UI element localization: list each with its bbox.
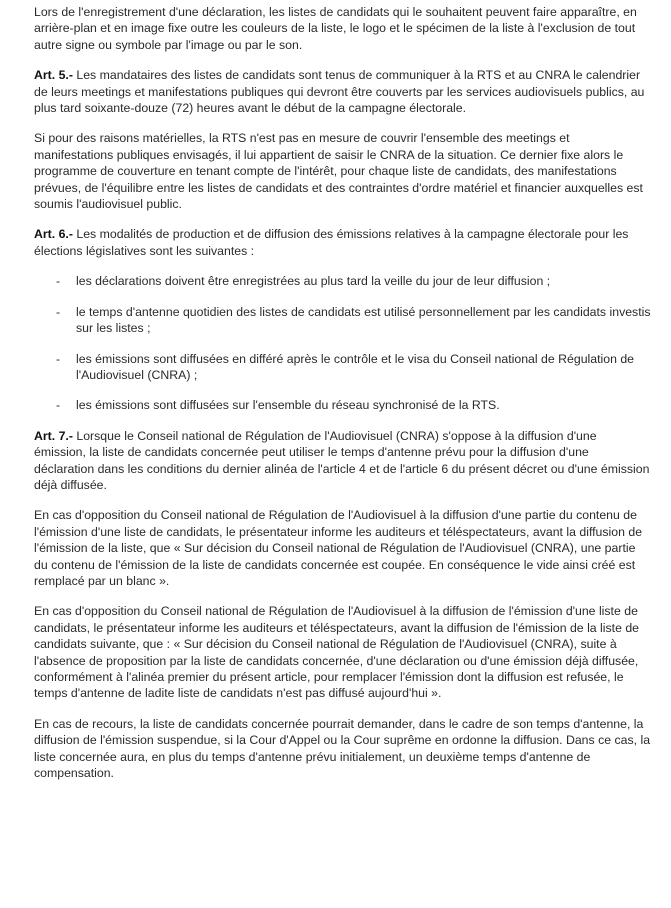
article-6-paragraph	[34, 226, 651, 259]
article-5-label: Art. 5.-	[34, 68, 73, 83]
bullet-text: les émissions sont diffusées sur l'ensemble du réseau synchronisé de la RTS.	[76, 398, 500, 413]
article-6-bullet-list	[34, 273, 651, 413]
article-6-text: Les modalités de production et de diffusion des émissions relatives à la campagne électorale pour les élections législatives sont les suivantes :	[34, 227, 629, 258]
list-item	[34, 397, 651, 413]
bullet-marker: -	[56, 351, 61, 366]
bullet-text: les émissions sont diffusées en différé après le contrôle et le visa du Conseil national de Régulation de l'Audiovisuel (CNRA) ;	[76, 351, 635, 382]
article-7-text: Lorsque le Conseil national de Régulation de l'Audiovisuel (CNRA) s'oppose à la diffusion d'une émission, la liste de candidats concernée peut utiliser le temps d'antenne prévu pour la diffusion d'une déclaration dans les conditions du dernier alinéa de l'article 4 et de l'article 6 du présent décret ou d'une émission déjà diffusée.	[34, 428, 650, 492]
bullet-marker: -	[56, 398, 61, 413]
article-7-paragraph	[34, 428, 651, 494]
article-5-text: Les mandataires des listes de candidats sont tenus de communiquer à la RTS et au CNRA le calendrier de leurs meetings et manifestations publiques qui devront être couverts par les services audiovisuels publics, au plus tard soixante-douze (72) heures avant le début de la campagne électorale.	[34, 68, 645, 116]
bullet-marker: -	[56, 274, 61, 289]
bullet-text: les déclarations doivent être enregistrées au plus tard la veille du jour de leur diffusion ;	[76, 274, 551, 289]
article-5-paragraph-2: Si pour des raisons matérielles, la RTS n'est pas en mesure de couvrir l'ensemble des meetings et manifestations publiques envisagés, il lui appartient de saisir le CNRA de la situation. Ce dernier fixe alors le programme de couverture en tenant compte de l'intérêt, pour chaque liste de candidats, des manifestations prévues, de l'équilibre entre les listes de candidats et des contraintes d'ordre matériel et financier auxquelles est soumis l'audiovisuel public.	[34, 131, 643, 212]
article-5-paragraph	[34, 67, 651, 116]
list-item	[34, 351, 651, 384]
article-6-label: Art. 6.-	[34, 227, 73, 242]
article-7-paragraph-3: En cas d'opposition du Conseil national de Régulation de l'Audiovisuel à la diffusion de l'émission d'une liste de candidats, le présentateur informe les auditeurs et téléspectateurs, avant la diffusion de l'émission de la liste de candidats suivante, que : « Sur décision du Conseil national de Régulation de l'Audiovisuel (CNRA), suite à l'absence de proposition par la liste de candidats concernée, d'une déclaration ou d'une émission déjà diffusée, conformément à l'alinéa premier du présent article, pour remplacer l'émission dont la diffusion est refusée, le temps d'antenne de ladite liste de candidats n'est pas diffusé aujourd'hui ».	[34, 604, 640, 701]
article-7-label: Art. 7.-	[34, 428, 73, 443]
bullet-text: le temps d'antenne quotidien des listes de candidats est utilisé personnellement par les candidats investis sur les listes ;	[76, 304, 651, 336]
bullet-marker: -	[56, 304, 61, 319]
article-7-paragraph-2: En cas d'opposition du Conseil national de Régulation de l'Audiovisuel à la diffusion d'une partie du contenu de l'émission d'une liste de candidats, le présentateur informe les auditeurs et téléspectateurs, avant la diffusion de l'émission de la liste, que « Sur décision du Conseil national de Régulation de l'Audiovisuel (CNRA), une partie du contenu de l'émission de la liste de candidats concernée est coupée. En conséquence le vide ainsi créé est remplacé par un blanc ».	[34, 508, 643, 588]
list-item	[34, 273, 651, 289]
intro-paragraph: Lors de l'enregistrement d'une déclaration, les listes de candidats qui le souhaitent peuvent faire apparaître, en arrière-plan et en image fixe outre les couleurs de la liste, le logo et le spécimen de la liste à l'exclusion de tout autre signe ou symbole par l'image ou par le son.	[34, 5, 637, 52]
article-7-paragraph-4: En cas de recours, la liste de candidats concernée pourrait demander, dans le cadre de son temps d'antenne, la diffusion de l'émission suspendue, si la Cour d'Appel ou la Cour suprême en ordonne la diffusion. Dans ce cas, la liste concernée aura, en plus du temps d'antenne prévu initialement, un deuxième temps d'antenne de compensation.	[34, 716, 651, 781]
list-item	[34, 304, 651, 337]
